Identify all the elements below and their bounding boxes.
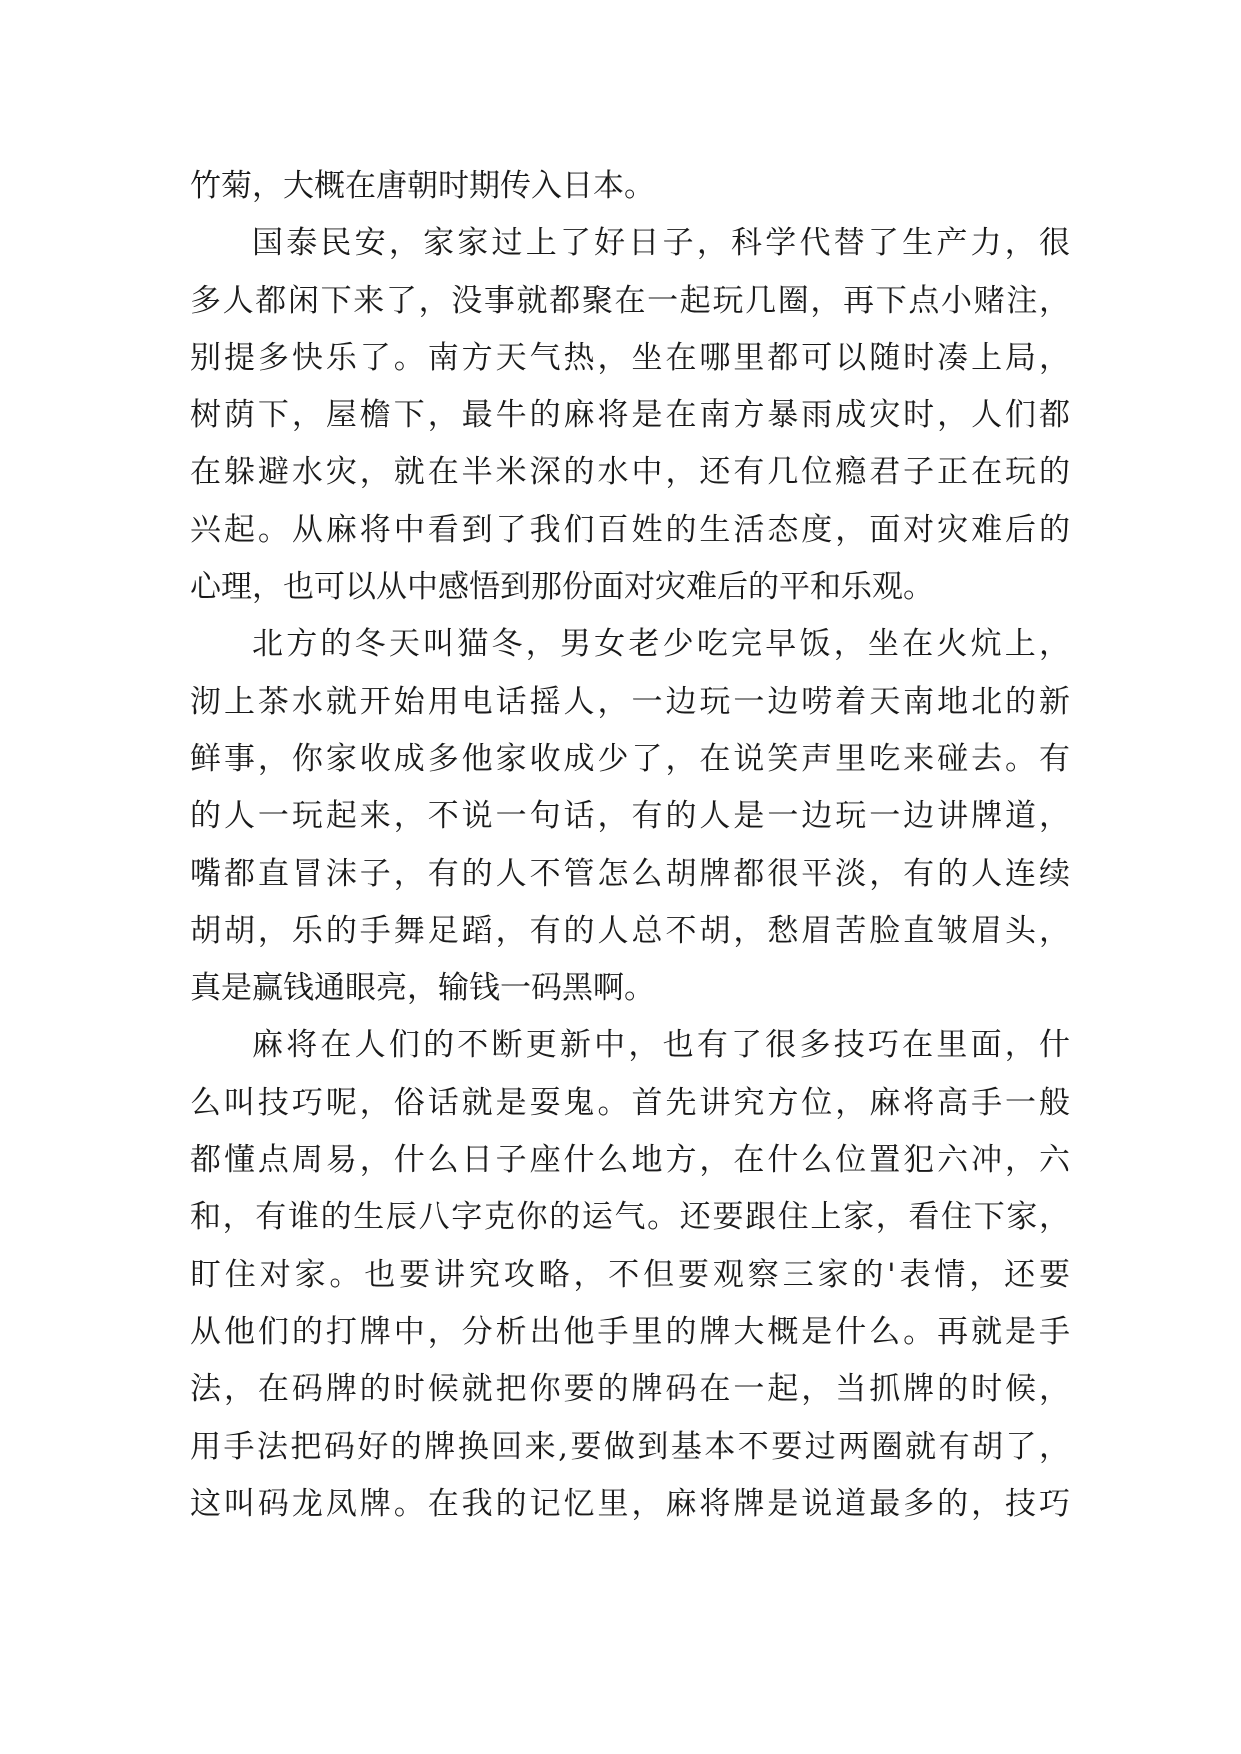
paragraph-first-line: 国泰民安，家家过上了好日子，科学代替了生产力，很 — [252, 225, 1070, 262]
text-line: 鲜事，你家收成多他家收成少了，在说笑声里吃来碰去。有 — [190, 740, 1070, 777]
text-line: 盯住对家。也要讲究攻略，不但要观察三家的'表情，还要 — [190, 1256, 1070, 1293]
text-line: 都懂点周易，什么日子座什么地方，在什么位置犯六冲，六 — [190, 1142, 1070, 1179]
text-line: 兴起。从麻将中看到了我们百姓的生活态度，面对灾难后的 — [190, 511, 1070, 548]
text-line: 这叫码龙凤牌。在我的记忆里，麻将牌是说道最多的，技巧 — [190, 1485, 1070, 1522]
text-line: 么叫技巧呢，俗话就是耍鬼。首先讲究方位，麻将高手一般 — [190, 1084, 1070, 1121]
text-line: 法，在码牌的时候就把你要的牌码在一起，当抓牌的时候， — [190, 1371, 1070, 1408]
paragraph-first-line: 北方的冬天叫猫冬，男女老少吃完早饭，坐在火炕上， — [252, 626, 1070, 663]
document-body — [190, 158, 1070, 1533]
text-line: 胡胡，乐的手舞足蹈，有的人总不胡，愁眉苦脸直皱眉头， — [190, 912, 1070, 949]
text-line: 心理，也可以从中感悟到那份面对灾难后的平和乐观。 — [190, 569, 934, 606]
text-line: 的人一玩起来，不说一句话，有的人是一边玩一边讲牌道， — [190, 798, 1070, 835]
text-line: 竹菊，大概在唐朝时期传入日本。 — [190, 168, 655, 204]
text-line: 别提多快乐了。南方天气热，坐在哪里都可以随时凑上局， — [190, 339, 1070, 376]
paragraph-first-line: 麻将在人们的不断更新中，也有了很多技巧在里面，什 — [252, 1027, 1070, 1064]
text-line: 沏上茶水就开始用电话摇人，一边玩一边唠着天南地北的新 — [190, 683, 1070, 720]
text-line: 和，有谁的生辰八字克你的运气。还要跟住上家，看住下家， — [190, 1199, 1070, 1236]
text-line: 用手法把码好的牌换回来,要做到基本不要过两圈就有胡了， — [190, 1428, 1070, 1465]
text-line: 嘴都直冒沫子，有的人不管怎么胡牌都很平淡，有的人连续 — [190, 855, 1070, 892]
text-line: 从他们的打牌中，分析出他手里的牌大概是什么。再就是手 — [190, 1313, 1070, 1350]
text-line: 在躲避水灾，就在半米深的水中，还有几位瘾君子正在玩的 — [190, 454, 1070, 491]
text-line: 真是赢钱通眼亮，输钱一码黑啊。 — [190, 970, 655, 1007]
text-line: 多人都闲下来了，没事就都聚在一起玩几圈，再下点小赌注， — [190, 282, 1070, 319]
text-line: 树荫下，屋檐下，最牛的麻将是在南方暴雨成灾时，人们都 — [190, 397, 1070, 434]
